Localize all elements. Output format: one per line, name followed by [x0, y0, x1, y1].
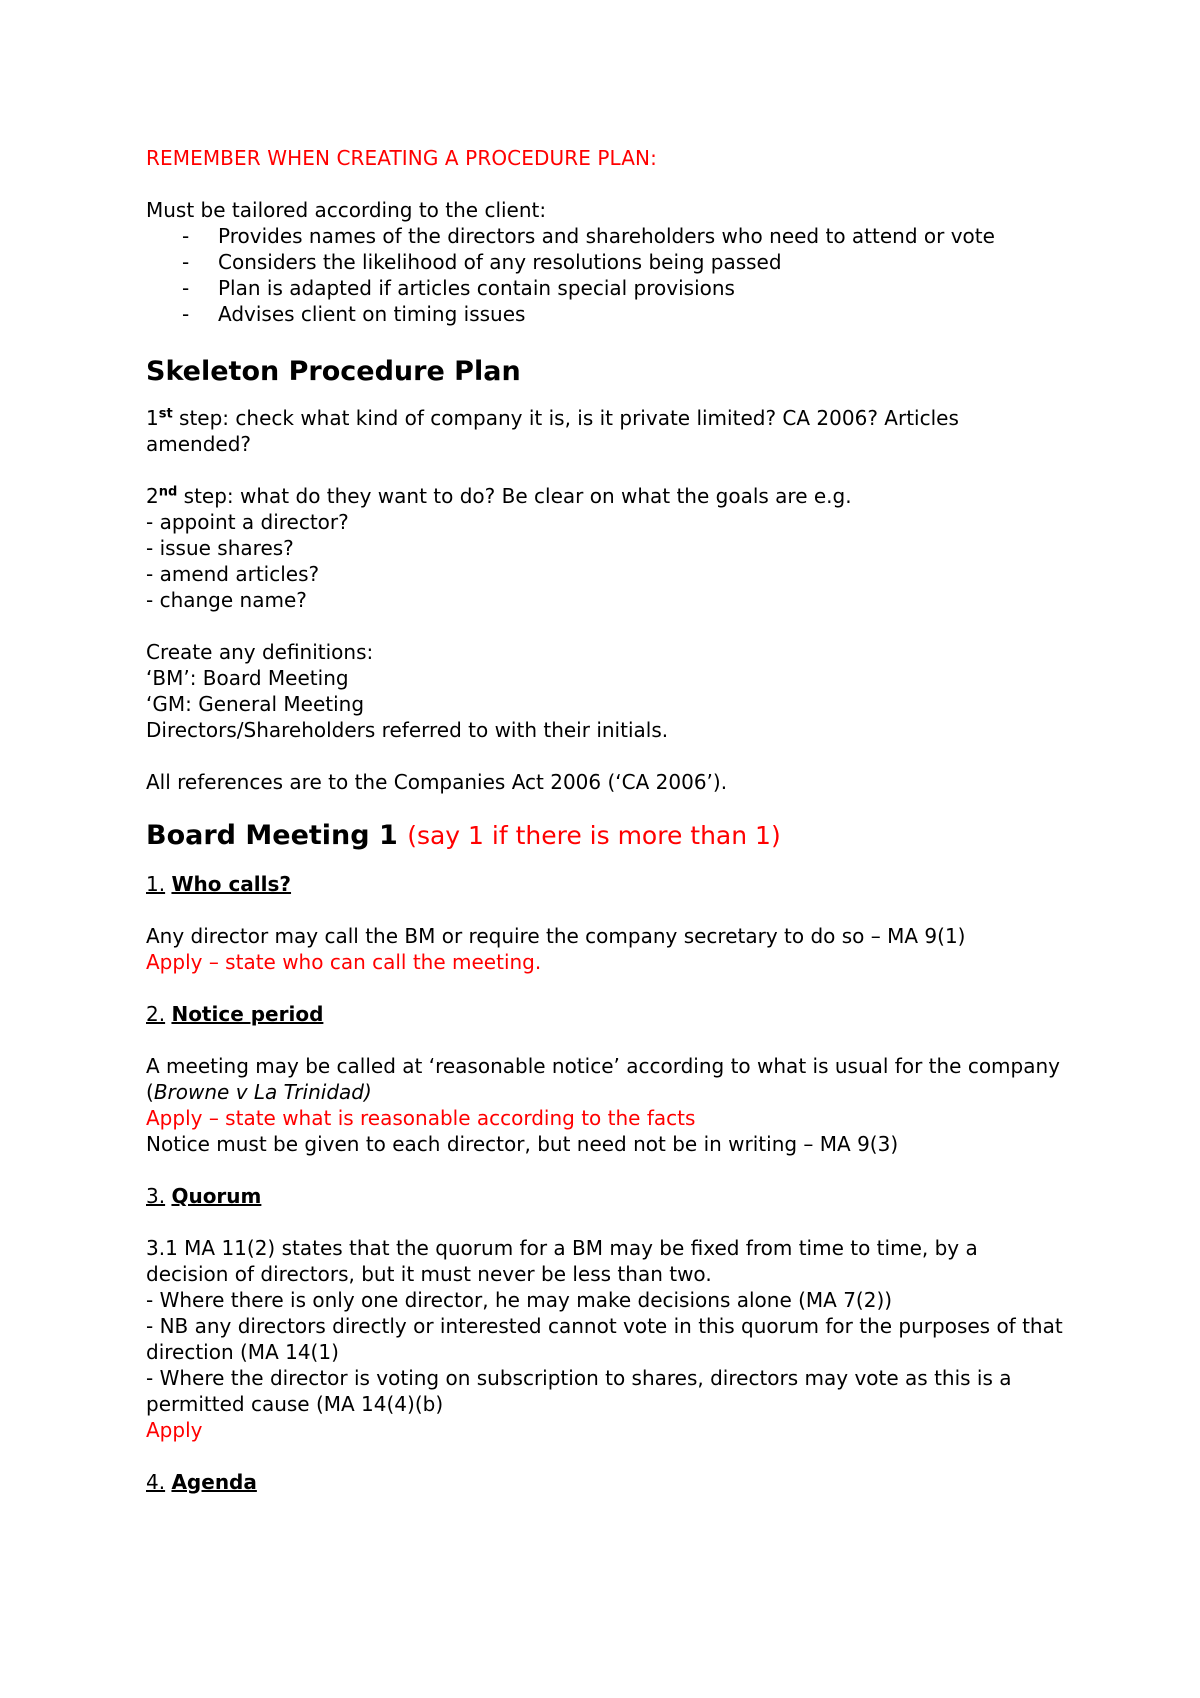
- remember-intro: Must be tailored according to the client:: [146, 198, 547, 222]
- who-calls-text: Any director may call the BM or require the company secretary to do so – MA 9(1): [146, 924, 966, 948]
- definitions-intro: Create any definitions:: [146, 640, 374, 664]
- list-item: - Provides names of the directors and shareholders who need to attend or vote: [146, 223, 1066, 249]
- remember-heading: REMEMBER WHEN CREATING A PROCEDURE PLAN:: [146, 146, 657, 170]
- section-quorum-heading: 3. Quorum: [146, 1184, 262, 1208]
- who-calls-apply: Apply – state who can call the meeting.: [146, 950, 542, 974]
- step-1: 1st step: check what kind of company it is, is it private limited? CA 2006? Articles amended?: [146, 406, 959, 456]
- goal-item: - appoint a director?: [146, 510, 349, 534]
- references-note: All references are to the Companies Act 2006 (‘CA 2006’).: [146, 770, 728, 794]
- list-item: - Plan is adapted if articles contain special provisions: [146, 275, 1066, 301]
- notice-text: A meeting may be called at ‘reasonable notice’ according to what is usual for the company (Browne v La Trinidad): [146, 1054, 1061, 1104]
- quorum-p3: - NB any directors directly or interested cannot vote in this quorum for the purposes of that direction (MA 14(1): [146, 1314, 1063, 1364]
- remember-list: [146, 223, 1066, 327]
- section-notice-heading: 2. Notice period: [146, 1002, 324, 1026]
- list-item: - Advises client on timing issues: [146, 301, 1066, 327]
- list-item: - Considers the likelihood of any resolutions being passed: [146, 249, 1066, 275]
- definition-item: ‘BM’: Board Meeting: [146, 666, 349, 690]
- definition-item: Directors/Shareholders referred to with their initials.: [146, 718, 669, 742]
- goal-item: - change name?: [146, 588, 307, 612]
- quorum-apply: Apply: [146, 1418, 203, 1442]
- notice-text-b: Notice must be given to each director, but need not be in writing – MA 9(3): [146, 1132, 899, 1156]
- quorum-p1: 3.1 MA 11(2) states that the quorum for a BM may be fixed from time to time, by a decision of directors, but it must never be less than two.: [146, 1236, 978, 1286]
- notice-apply: Apply – state what is reasonable according to the facts: [146, 1106, 696, 1130]
- goal-item: - issue shares?: [146, 536, 294, 560]
- skeleton-title: Skeleton Procedure Plan: [146, 356, 521, 387]
- quorum-p4: - Where the director is voting on subscription to shares, directors may vote as this is a permitted cause (MA 14(4)(b): [146, 1366, 1012, 1416]
- board-meeting-subtitle: (say 1 if there is more than 1): [407, 821, 781, 850]
- board-meeting-title: Board Meeting 1 (say 1 if there is more than 1): [146, 820, 781, 851]
- step-2: 2nd step: what do they want to do? Be clear on what the goals are e.g.: [146, 484, 852, 508]
- definition-item: ‘GM: General Meeting: [146, 692, 365, 716]
- section-who-calls-heading: 1. Who calls?: [146, 872, 292, 896]
- section-agenda-heading: 4. Agenda: [146, 1470, 257, 1494]
- quorum-p2: - Where there is only one director, he may make decisions alone (MA 7(2)): [146, 1288, 893, 1312]
- goal-item: - amend articles?: [146, 562, 320, 586]
- document-body: [146, 145, 1066, 1495]
- case-citation: Browne v La Trinidad): [153, 1080, 372, 1104]
